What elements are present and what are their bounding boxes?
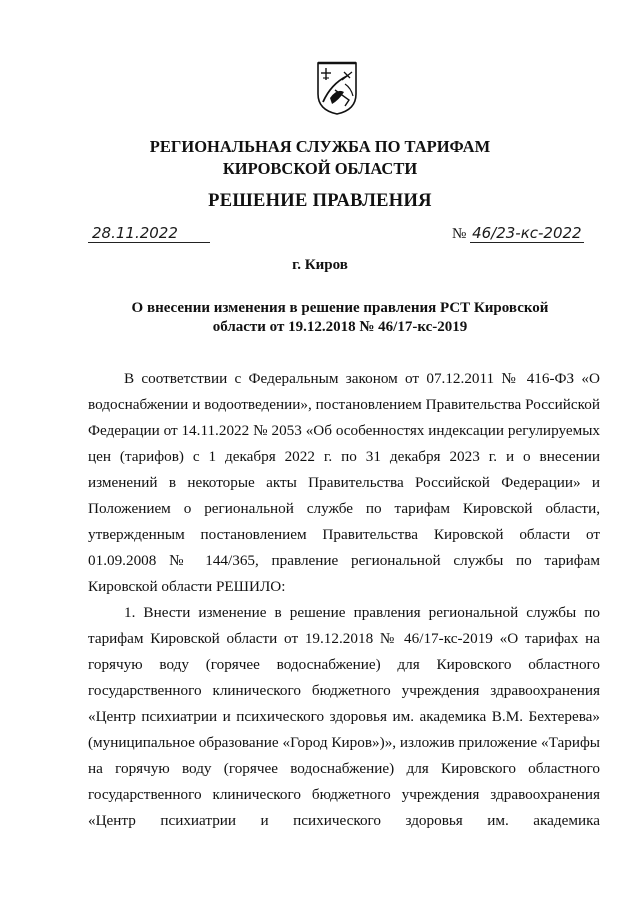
- subject-line-2: области от 19.12.2018 № 46/17-кс-2019: [212, 319, 468, 335]
- decision-number: 46/23-кс-2022: [472, 224, 582, 242]
- organization-line-1: РЕГИОНАЛЬНАЯ СЛУЖБА ПО ТАРИФАМ: [149, 137, 491, 156]
- organization-line-2: КИРОВСКОЙ ОБЛАСТИ: [222, 159, 418, 178]
- city-name: г. Киров: [292, 257, 348, 273]
- decision-date: 28.11.2022: [88, 224, 210, 243]
- decision-subject: [110, 299, 570, 337]
- preamble-paragraph: В соответствии с Федеральным законом от 07.12.2011 № 416-ФЗ «О водоснабжении и водоотведении», постановлением Правительства Российской Федерации от 14.11.2022 № 2053 «Об особенностях индексации регулируемых цен (тарифов) с 1 декабря 2022 г. по 31 декабря 2023 г. и о внесении изменений в некоторые акты Правительства Российской Федерации» и Положением о региональной службе по тарифам Кировской области, утвержденным постановлением Правительства Кировской области от 01.09.2008 № 144/365, правление региональной службы по тарифам Кировской области РЕШИЛО:: [88, 370, 600, 595]
- document-type-title: РЕШЕНИЕ ПРАВЛЕНИЯ: [208, 191, 432, 211]
- kirov-coat-of-arms-icon: [315, 60, 359, 116]
- decision-number-block: [452, 224, 602, 243]
- organization-name: [0, 136, 640, 180]
- decision-body: [88, 366, 600, 834]
- clause-1-paragraph: 1. Внести изменение в решение правления региональной службы по тарифам Кировской области от 19.12.2018 № 46/17-кс-2019 «О тарифах на горячую воду (горячее водоснабжение) для Кировского областного государственного клинического бюджетного учреждения здравоохранения «Центр психиатрии и психического здоровья им. академика В.М. Бехтерева» (муниципальное образование «Город Киров»)», изложив приложение «Тарифы на горячую воду (горячее водоснабжение) для Кировского областного государственного клинического бюджетного учреждения здравоохранения «Центр психиатрии и психического здоровья им. академика: [88, 604, 600, 829]
- number-sign: №: [452, 226, 467, 242]
- subject-line-1: О внесении изменения в решение правления РСТ Кировской: [131, 300, 549, 316]
